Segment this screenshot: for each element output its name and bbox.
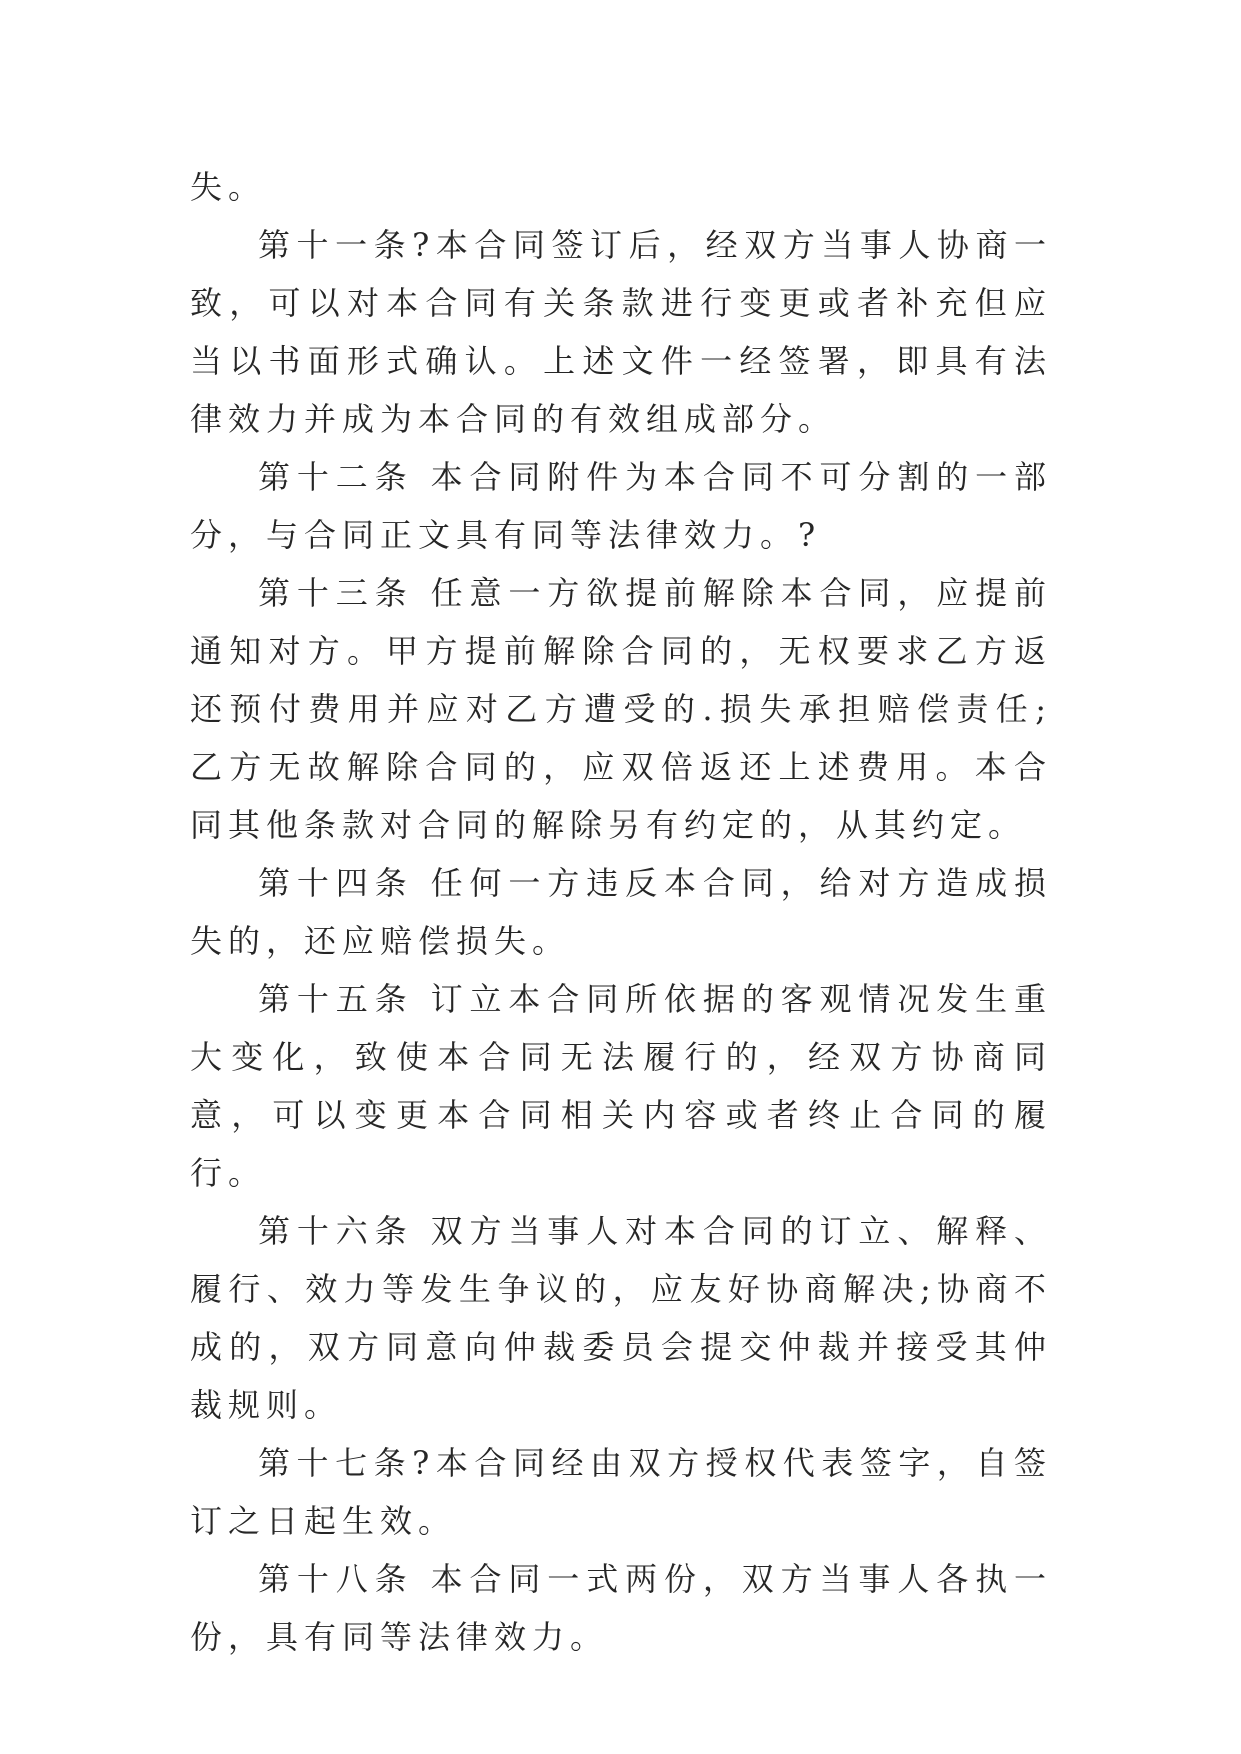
paragraph-article-14: 第十四条 任何一方违反本合同，给对方造成损失的，还应赔偿损失。 <box>190 864 1052 960</box>
paragraph-article-13: 第十三条 任意一方欲提前解除本合同，应提前通知对方。甲方提前解除合同的，无权要求乙方返还预付费用并应对乙方遭受的.损失承担赔偿责任;乙方无故解除合同的，应双倍返还上述费用。本合同其他条款对合同的解除另有约定的，从其约定。 <box>190 574 1052 844</box>
paragraph-article-16: 第十六条 双方当事人对本合同的订立、解释、履行、效力等发生争议的，应友好协商解决;协商不成的，双方同意向仲裁委员会提交仲裁并接受其仲裁规则。 <box>190 1212 1052 1424</box>
paragraph-article-18: 第十八条 本合同一式两份，双方当事人各执一份，具有同等法律效力。 <box>190 1560 1052 1656</box>
paragraph-article-11: 第十一条?本合同签订后，经双方当事人协商一致，可以对本合同有关条款进行变更或者补充但应当以书面形式确认。上述文件一经签署，即具有法律效力并成为本合同的有效组成部分。 <box>190 226 1052 438</box>
paragraph-article-12: 第十二条 本合同附件为本合同不可分割的一部分，与合同正文具有同等法律效力。? <box>190 458 1052 554</box>
paragraph-continuation: 失。 <box>190 168 267 206</box>
paragraph-article-17: 第十七条?本合同经由双方授权代表签字，自签订之日起生效。 <box>190 1444 1052 1540</box>
paragraph-article-15: 第十五条 订立本合同所依据的客观情况发生重大变化，致使本合同无法履行的，经双方协商同意，可以变更本合同相关内容或者终止合同的履行。 <box>190 980 1052 1192</box>
document-body <box>190 158 1052 1666</box>
